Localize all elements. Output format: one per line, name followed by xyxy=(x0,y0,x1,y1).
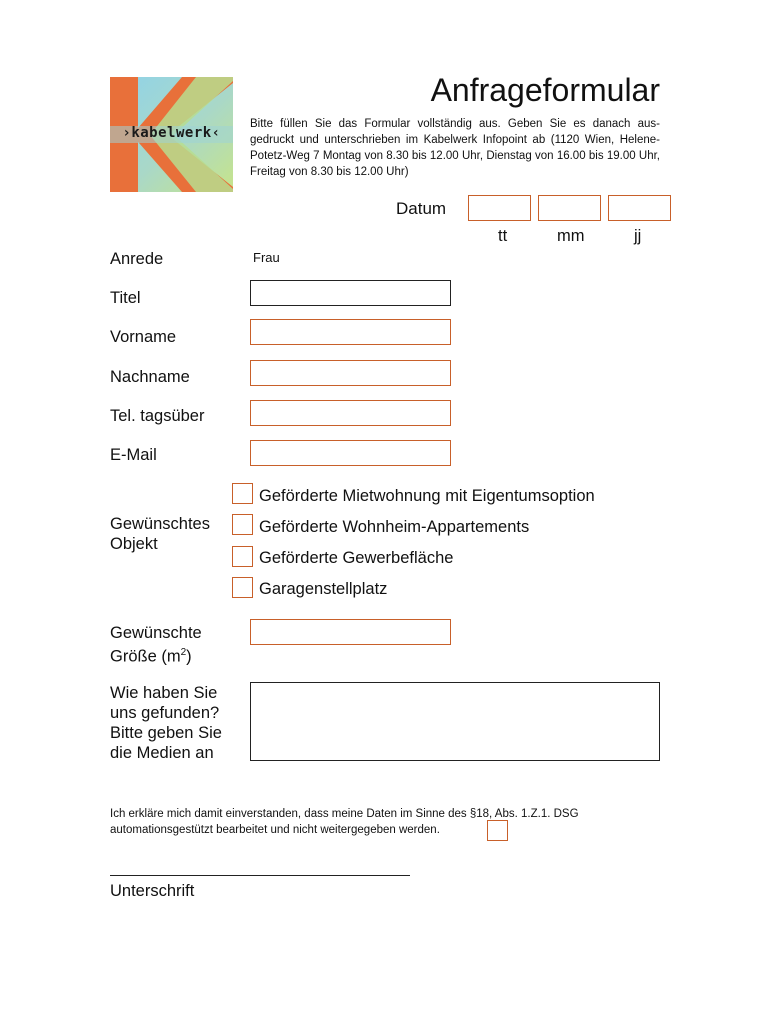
date-month-label: mm xyxy=(557,227,585,245)
tel-input[interactable] xyxy=(250,400,451,426)
anrede-value[interactable]: Frau xyxy=(253,250,280,265)
objekt-label xyxy=(110,514,210,554)
groesse-input[interactable] xyxy=(250,619,451,645)
groesse-label xyxy=(110,623,202,667)
nachname-label: Nachname xyxy=(110,368,190,386)
groesse-label-line2: Größe (m xyxy=(110,647,181,666)
medien-textarea[interactable] xyxy=(250,682,660,761)
nachname-input[interactable] xyxy=(250,360,451,386)
option-garage-checkbox[interactable] xyxy=(232,577,253,598)
groesse-label-sup: 2 xyxy=(180,647,187,658)
titel-label: Titel xyxy=(110,289,141,307)
date-year-input[interactable] xyxy=(608,195,671,221)
date-day-label: tt xyxy=(498,227,508,245)
tel-label: Tel. tagsüber xyxy=(110,407,205,425)
medien-label-line2: uns gefunden? xyxy=(110,704,220,722)
medien-label-line3: Bitte geben Sie xyxy=(110,724,222,742)
option-mietwohnung-checkbox[interactable] xyxy=(232,483,253,504)
groesse-label-close: ) xyxy=(186,647,192,666)
email-label: E-Mail xyxy=(110,446,157,464)
vorname-label: Vorname xyxy=(110,328,177,346)
titel-input[interactable] xyxy=(250,280,451,306)
objekt-label-line2: Objekt xyxy=(110,535,158,553)
consent-text: Ich erkläre mich damit einverstanden, dass meine Daten im Sinne des §18, Abs. 1.Z.1. DSG automationsgestützt bearbeitet und nicht weitergegeben werden. xyxy=(110,808,579,836)
date-year-label: jj xyxy=(634,227,642,245)
option-gewerbe-label: Geförderte Gewerbefläche xyxy=(259,549,454,567)
medien-label-line4: die Medien an xyxy=(110,744,214,762)
option-gewerbe-checkbox[interactable] xyxy=(232,546,253,567)
kabelwerk-logo xyxy=(110,77,233,192)
option-mietwohnung-label: Geförderte Mietwohnung mit Eigentumsoption xyxy=(259,487,595,505)
email-input[interactable] xyxy=(250,440,451,466)
groesse-label-line1: Gewünschte xyxy=(110,624,202,642)
signature-label: Unterschrift xyxy=(110,882,195,900)
option-wohnheim-label: Geförderte Wohnheim-Appartements xyxy=(259,518,530,536)
medien-label xyxy=(110,683,222,763)
page-title: Anfrageformular xyxy=(430,72,660,108)
option-garage-label: Garagenstellplatz xyxy=(259,580,388,598)
option-wohnheim-checkbox[interactable] xyxy=(232,514,253,535)
signature-line xyxy=(110,875,410,876)
date-day-input[interactable] xyxy=(468,195,531,221)
consent-checkbox[interactable] xyxy=(487,820,508,841)
medien-label-line1: Wie haben Sie xyxy=(110,684,218,702)
intro-text: Bitte füllen Sie das Formular vollständig aus. Geben Sie es danach aus-gedruckt und unterschrieben im Kabelwerk Infopoint ab (1120 Wien, Helene-Potetz-Weg 7 Montag von 8.30 bis 12.00 Uhr, Dienstag von 16.00 bis 19.00 Uhr, Freitag von 8.30 bis 12.00 Uhr) xyxy=(250,118,660,178)
date-month-input[interactable] xyxy=(538,195,601,221)
date-label: Datum xyxy=(396,199,447,218)
anrede-label: Anrede xyxy=(110,250,164,268)
objekt-label-line1: Gewünschtes xyxy=(110,515,210,533)
vorname-input[interactable] xyxy=(250,319,451,345)
logo-text: ›kabelwerk‹ xyxy=(122,125,221,141)
